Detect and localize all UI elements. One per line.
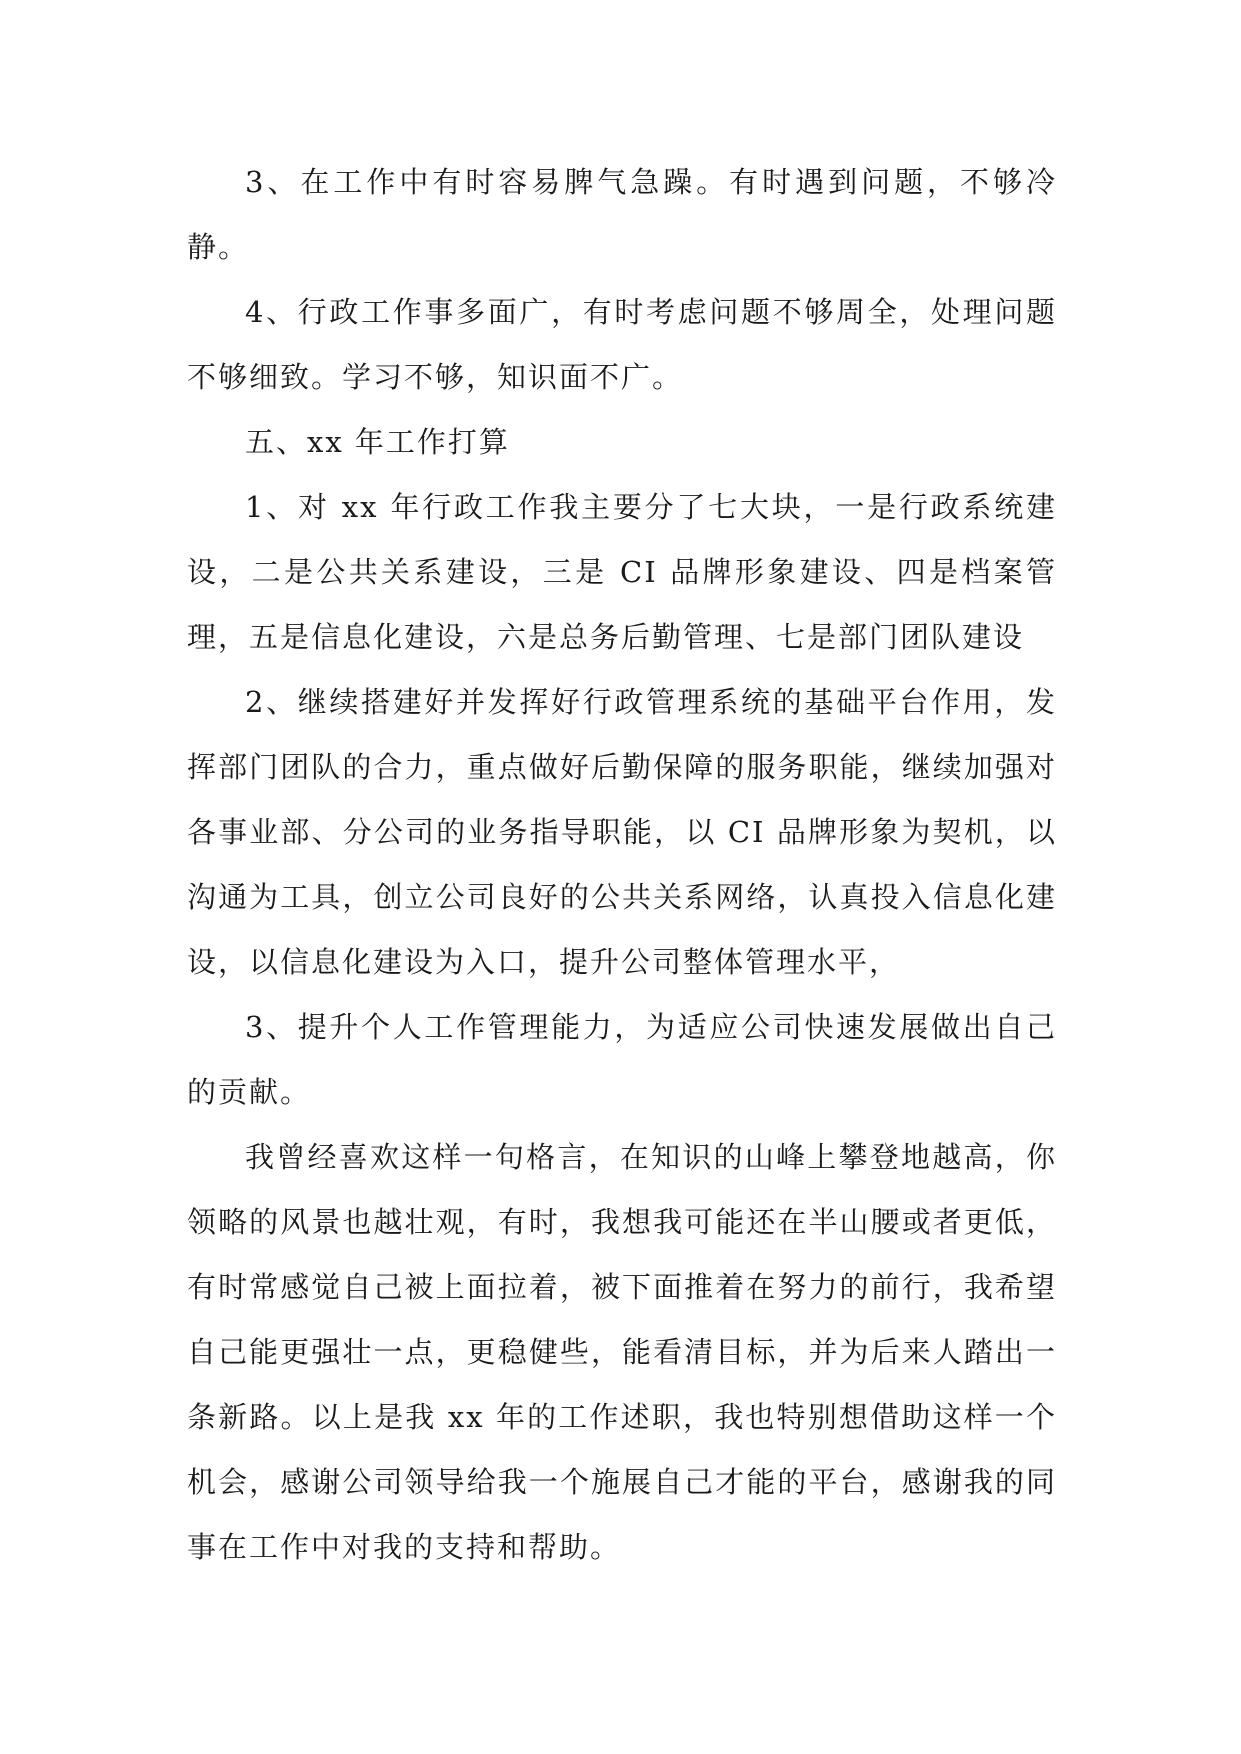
plan-item-1: 1、对 xx 年行政工作我主要分了七大块，一是行政系统建设，二是公共关系建设，三是 CI 品牌形象建设、四是档案管理，五是信息化建设，六是总务后勤管理、七是部门团队建设 bbox=[187, 490, 1057, 654]
closing-paragraph: 我曾经喜欢这样一句格言，在知识的山峰上攀登地越高，你领略的风景也越壮观，有时，我想我可能还在半山腰或者更低，有时常感觉自己被上面拉着，被下面推着在努力的前行，我希望自己能更强壮一点，更稳健些，能看清目标，并为后来人踏出一条新路。以上是我 xx 年的工作述职，我也特别想借助这样一个机会，感谢公司领导给我一个施展自己才能的平台，感谢我的同事在工作中对我的支持和帮助。 bbox=[187, 1140, 1057, 1564]
plan-item-2: 2、继续搭建好并发挥好行政管理系统的基础平台作用，发挥部门团队的合力，重点做好后勤保障的服务职能，继续加强对各事业部、分公司的业务指导职能，以 CI 品牌形象为契机，以沟通为工具，创立公司良好的公共关系网络，认真投入信息化建设，以信息化建设为入口，提升公司整体管理水平， bbox=[187, 685, 1057, 979]
section-heading: 五、xx 年工作打算 bbox=[245, 425, 510, 459]
paragraph-item-4: 4、行政工作事多面广，有时考虑问题不够周全，处理问题不够细致。学习不够，知识面不广。 bbox=[187, 295, 1057, 394]
paragraph-item-3: 3、在工作中有时容易脾气急躁。有时遇到问题，不够冷静。 bbox=[187, 165, 1057, 264]
plan-item-3: 3、提升个人工作管理能力，为适应公司快速发展做出自己的贡献。 bbox=[187, 1010, 1057, 1109]
document-body bbox=[187, 150, 1057, 1580]
